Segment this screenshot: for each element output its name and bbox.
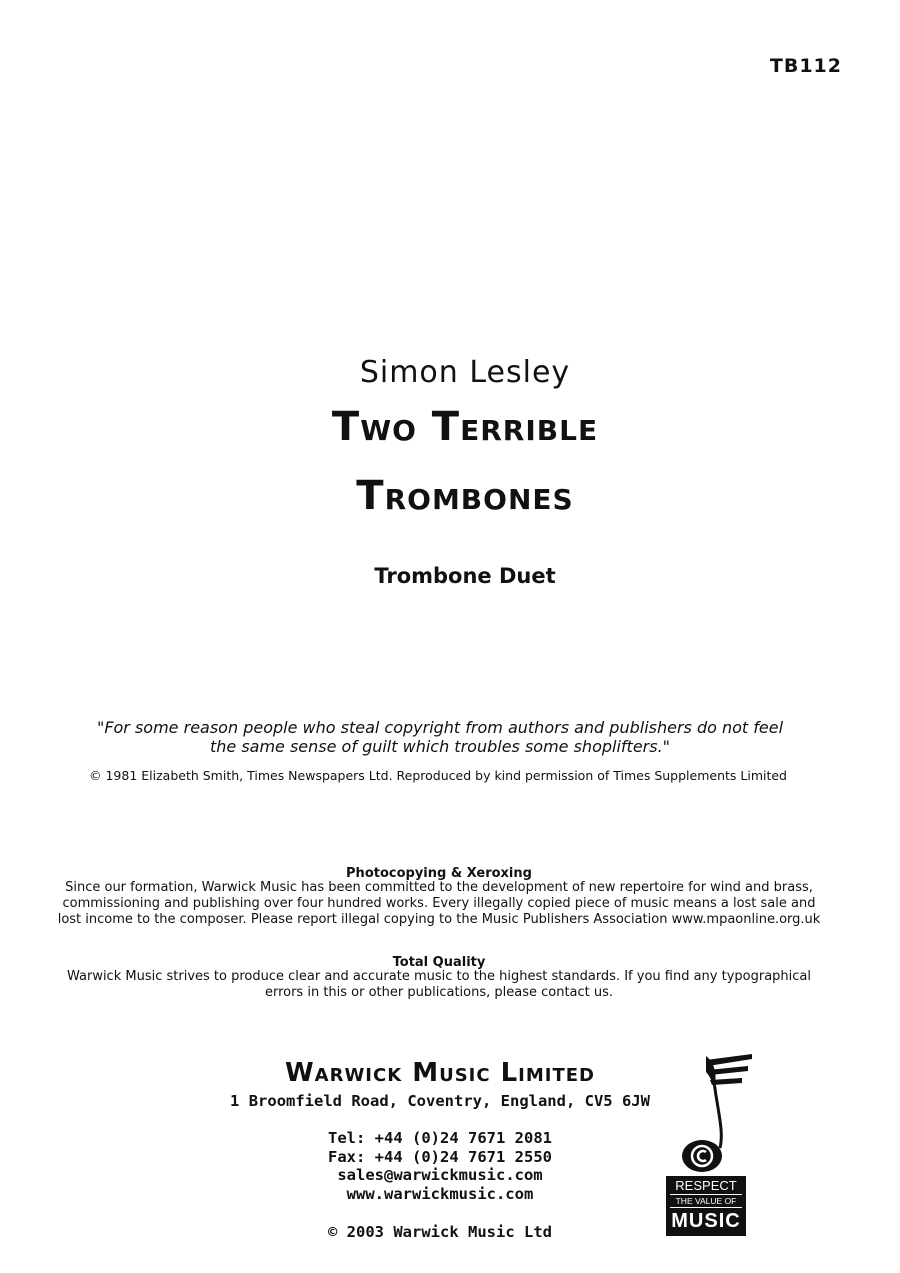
photocopying-text [0, 880, 878, 928]
quote-line-2: the same sense of guilt which troubles some shoplifters." [209, 737, 671, 756]
total-quality-line-1: Warwick Music strives to produce clear and accurate music to the highest standards. If you find any typographical [66, 969, 812, 984]
publisher-fax: Fax: +44 (0)24 7671 2550 [328, 1147, 552, 1166]
composer-name: Simon Lesley [359, 355, 571, 390]
publisher-email: sales@warwickmusic.com [337, 1166, 543, 1184]
publisher-tel: Tel: +44 (0)24 7671 2081 [328, 1129, 552, 1147]
publisher-contacts [180, 1129, 700, 1203]
total-quality-text [0, 969, 878, 1001]
photocopying-line-3: lost income to the composer. Please report illegal copying to the Music Publishers Association www.mpaonline.org.uk [57, 912, 821, 927]
title-line-2: Trombones [356, 473, 574, 519]
total-quality-line-2: errors in this or other publications, please contact us. [264, 985, 614, 1000]
publisher-address: 1 Broomfield Road, Coventry, England, CV5 6JW [230, 1092, 650, 1110]
publisher-block [180, 1055, 700, 1241]
publisher-web: www.warwickmusic.com [346, 1184, 534, 1203]
music-note-copyright-icon [662, 1052, 758, 1176]
respect-music-logo [662, 1052, 758, 1240]
publisher-name: Warwick Music Limited [284, 1058, 596, 1088]
photocopying-line-1: Since our formation, Warwick Music has been committed to the development of new repertoire for wind and brass, [65, 880, 813, 895]
publisher-copyright: © 2003 Warwick Music Ltd [328, 1223, 552, 1241]
logo-line-3: MUSIC [671, 1210, 741, 1232]
logo-line-1: RESPECT [675, 1178, 737, 1193]
photocopying-line-2: commissioning and publishing over four hundred works. Every illegally copied piece of music means a lost sale and [62, 896, 816, 911]
respect-music-label [666, 1176, 746, 1236]
subtitle: Trombone Duet [374, 564, 556, 588]
copyright-quote [0, 718, 880, 756]
title-line-1: Two Terrible [331, 404, 599, 450]
quote-credit: © 1981 Elizabeth Smith, Times Newspapers Ltd. Reproduced by kind permission of Times Supplements Limited [89, 768, 787, 783]
photocopying-heading: Photocopying & Xeroxing [346, 866, 532, 881]
logo-line-2: THE VALUE OF [670, 1194, 742, 1208]
catalog-number: TB112 [769, 55, 842, 77]
quote-line-1: "For some reason people who steal copyright from authors and publishers do not feel [96, 718, 784, 737]
total-quality-heading: Total Quality [392, 955, 486, 970]
